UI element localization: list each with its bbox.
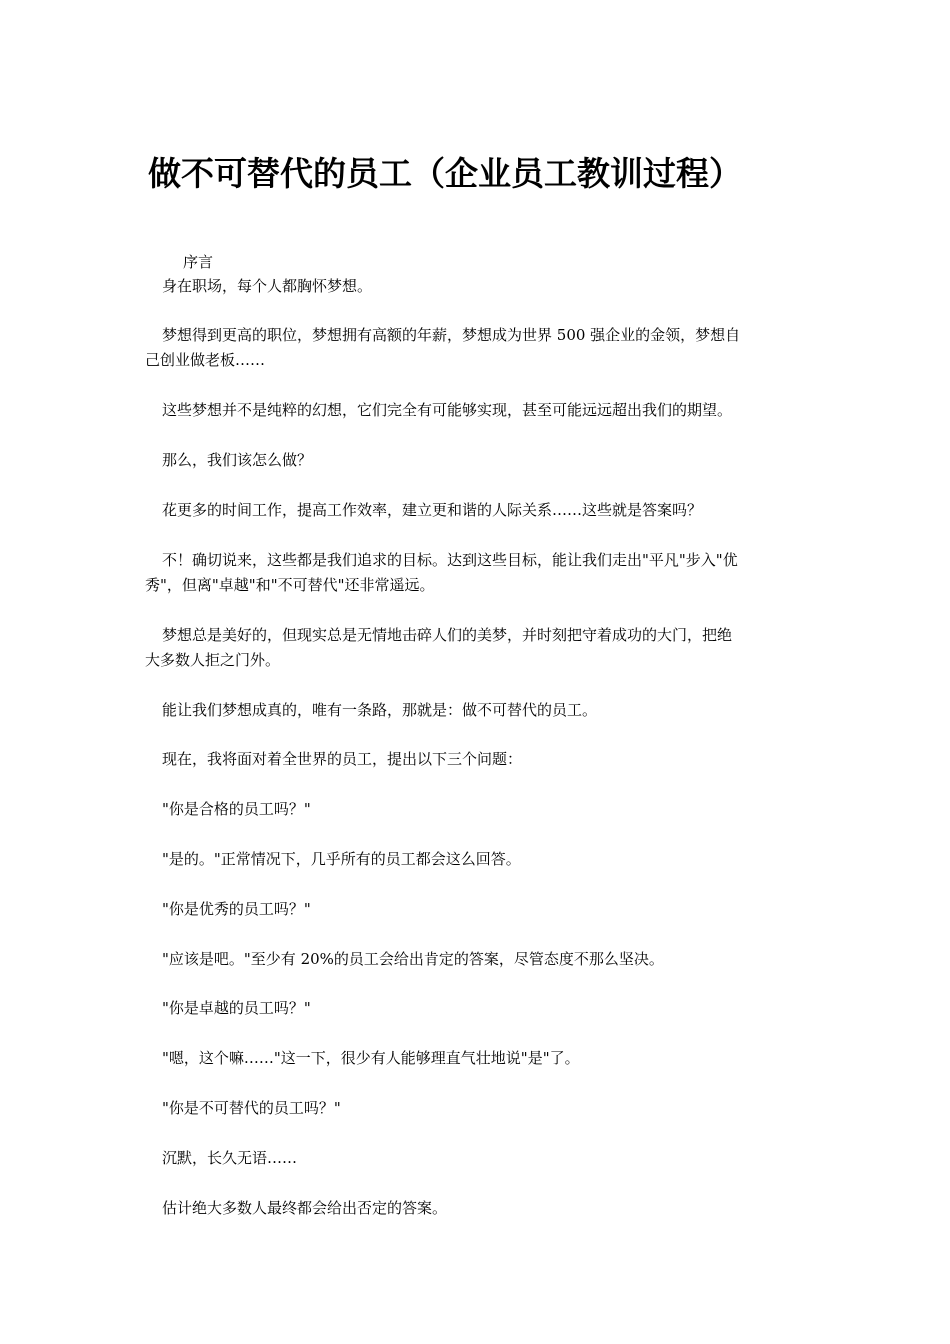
paragraph: 花更多的时间工作，提高工作效率，建立更和谐的人际关系……这些就是答案吗？ [162, 501, 703, 519]
dialogue-line: "你是合格的员工吗？" [162, 800, 311, 818]
paragraph: 能让我们梦想成真的，唯有一条路，那就是：做不可替代的员工。 [162, 701, 598, 719]
dialogue-line: "应该是吧。"至少有 20%的员工会给出肯定的答案，尽管态度不那么坚决。 [162, 950, 664, 968]
paragraph: 不！确切说来，这些都是我们追求的目标。达到这些目标，能让我们走出"平凡"步入"优 [162, 551, 738, 569]
paragraph: 沉默，长久无语…… [162, 1149, 298, 1167]
paragraph-continuation: 大多数人拒之门外。 [145, 651, 281, 669]
paragraph-continuation: 己创业做老板…… [145, 351, 266, 369]
paragraph: 梦想得到更高的职位，梦想拥有高额的年薪，梦想成为世界 500 强企业的金领，梦想自 [162, 326, 741, 344]
paragraph: 现在，我将面对着全世界的员工，提出以下三个问题： [162, 750, 523, 768]
paragraph: 这些梦想并不是纯粹的幻想，它们完全有可能够实现，甚至可能远远超出我们的期望。 [162, 401, 733, 419]
paragraph: 那么，我们该怎么做？ [162, 451, 313, 469]
document-title: 做不可替代的员工（企业员工教训过程） [148, 154, 742, 193]
paragraph: 估计绝大多数人最终都会给出否定的答案。 [162, 1199, 448, 1217]
paragraph-continuation: 秀"，但离"卓越"和"不可替代"还非常遥远。 [145, 576, 435, 594]
dialogue-line: "你是优秀的员工吗？" [162, 900, 311, 918]
dialogue-line: "你是不可替代的员工吗？" [162, 1099, 341, 1117]
dialogue-line: "是的。"正常情况下，几乎所有的员工都会这么回答。 [162, 850, 521, 868]
dialogue-line: "嗯，这个嘛……"这一下，很少有人能够理直气壮地说"是"了。 [162, 1049, 580, 1067]
section-heading: 序言 [183, 253, 214, 271]
dialogue-line: "你是卓越的员工吗？" [162, 999, 311, 1017]
paragraph: 梦想总是美好的，但现实总是无情地击碎人们的美梦，并时刻把守着成功的大门，把绝 [162, 626, 733, 644]
paragraph: 身在职场，每个人都胸怀梦想。 [162, 277, 373, 295]
